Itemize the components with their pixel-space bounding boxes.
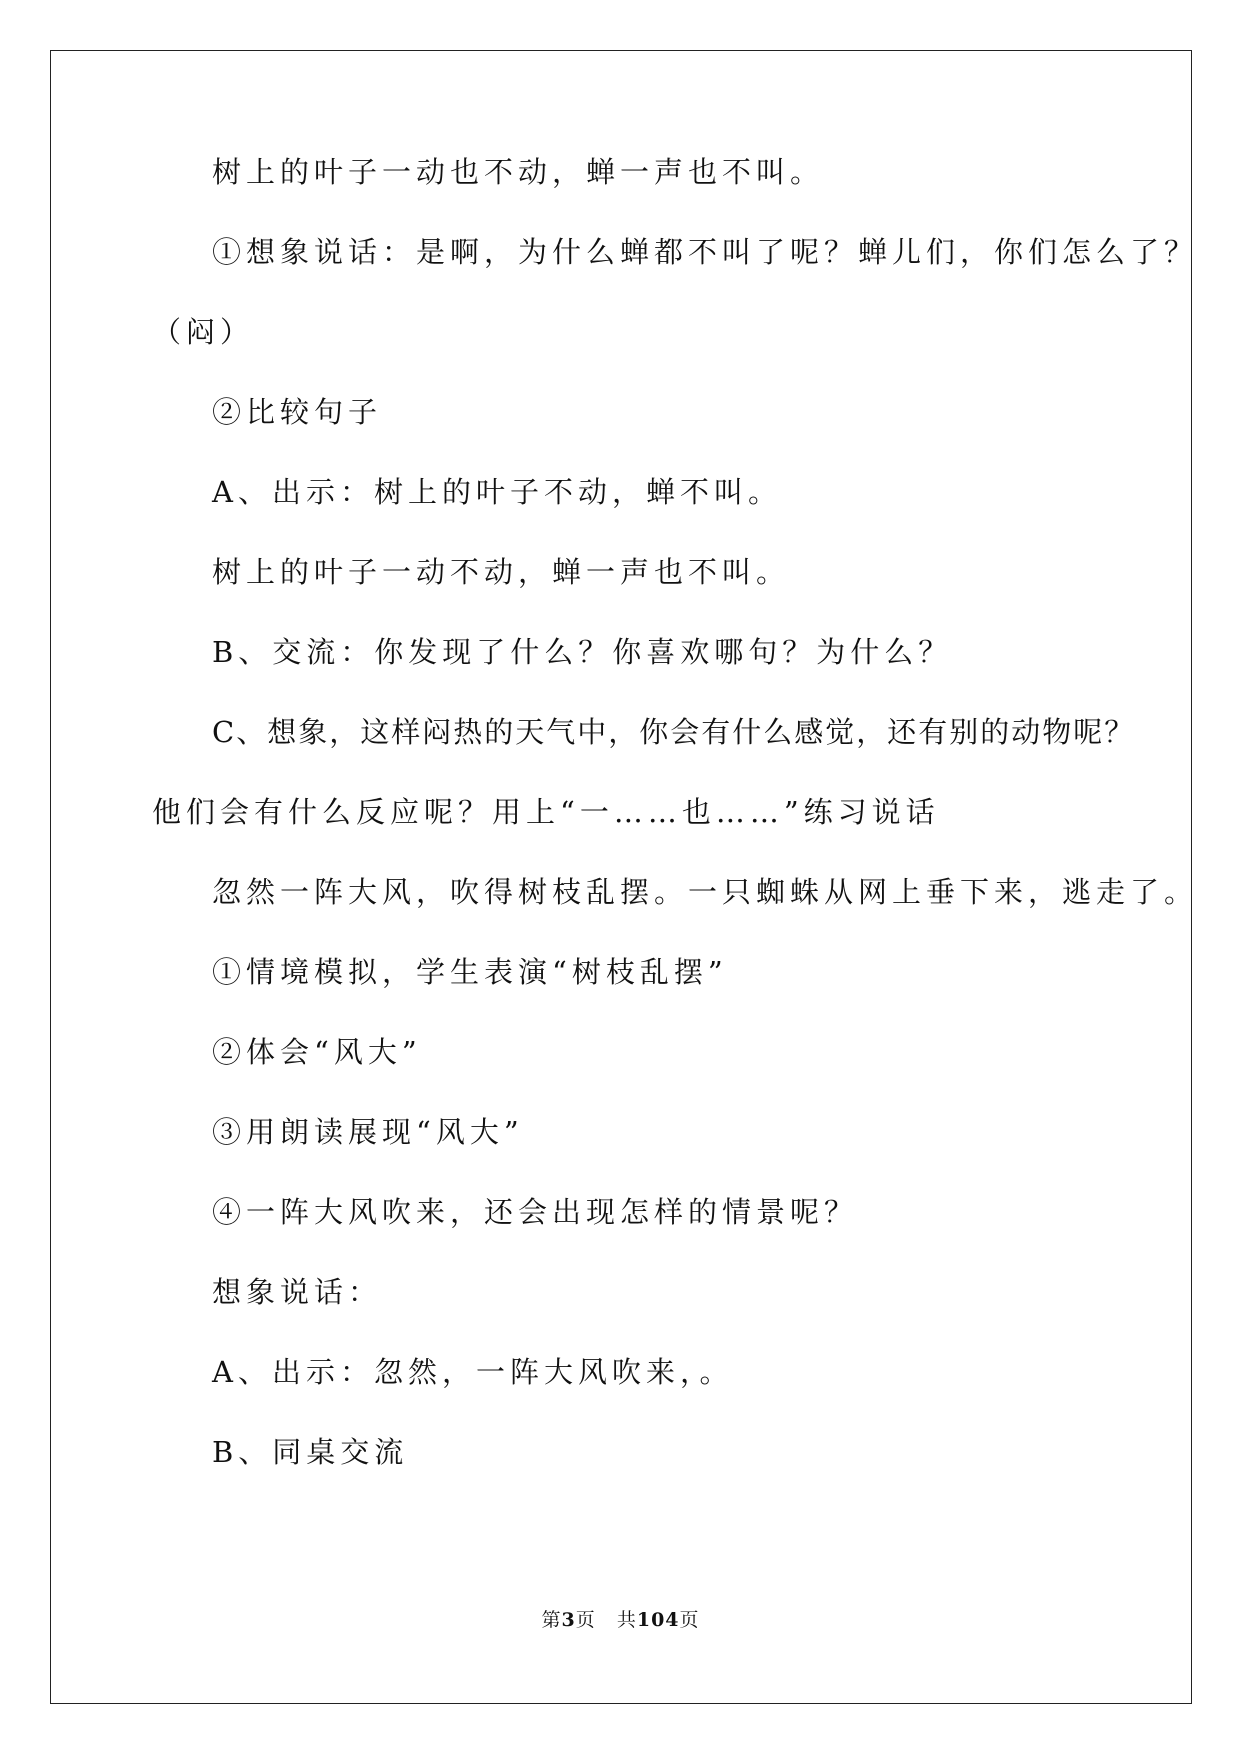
- page-footer: [0, 1606, 1241, 1634]
- paragraph-2: ①想象说话：是啊，为什么蝉都不叫了呢？蝉儿们，你们怎么了？: [212, 235, 1199, 269]
- paragraph-8: 忽然一阵大风，吹得树枝乱摆。一只蜘蛛从网上垂下来，逃走了。: [212, 875, 1199, 909]
- paragraph-5: 树上的叶子一动不动，蝉一声也不叫。: [212, 555, 791, 589]
- paragraph-13: 想象说话：: [212, 1275, 383, 1309]
- paragraph-9: ①情境模拟，学生表演“树枝乱摆”: [212, 955, 728, 989]
- paragraph-10: ②体会“风大”: [212, 1035, 422, 1069]
- paragraph-12: ④一阵大风吹来，还会出现怎样的情景呢？: [212, 1195, 859, 1229]
- paragraph-11: ③用朗读展现“风大”: [212, 1115, 524, 1149]
- paragraph-6: B、交流：你发现了什么？你喜欢哪句？为什么？: [212, 635, 953, 669]
- footer-total-pages: 104: [636, 1609, 680, 1631]
- paragraph-7: C、想象，这样闷热的天气中，你会有什么感觉，还有别的动物呢？: [212, 715, 1136, 749]
- paragraph-7-continued: 他们会有什么反应呢？用上“一……也……”练习说话: [152, 795, 940, 829]
- footer-total-suffix: 页: [679, 1609, 700, 1631]
- footer-page-prefix: 第: [541, 1609, 562, 1631]
- paragraph-3: ②比较句子: [212, 395, 383, 429]
- footer-page-suffix: 页: [575, 1609, 596, 1631]
- footer-total-prefix: 共: [616, 1609, 637, 1631]
- paragraph-14: A、出示：忽然，一阵大风吹来，。: [212, 1355, 734, 1389]
- paragraph-15: B、同桌交流: [212, 1435, 409, 1469]
- paragraph-1: 树上的叶子一动也不动，蝉一声也不叫。: [212, 155, 825, 189]
- paragraph-2-continued: （闷）: [152, 315, 255, 349]
- paragraph-4: A、出示：树上的叶子不动，蝉不叫。: [212, 475, 782, 509]
- footer-page-number: 3: [561, 1609, 576, 1631]
